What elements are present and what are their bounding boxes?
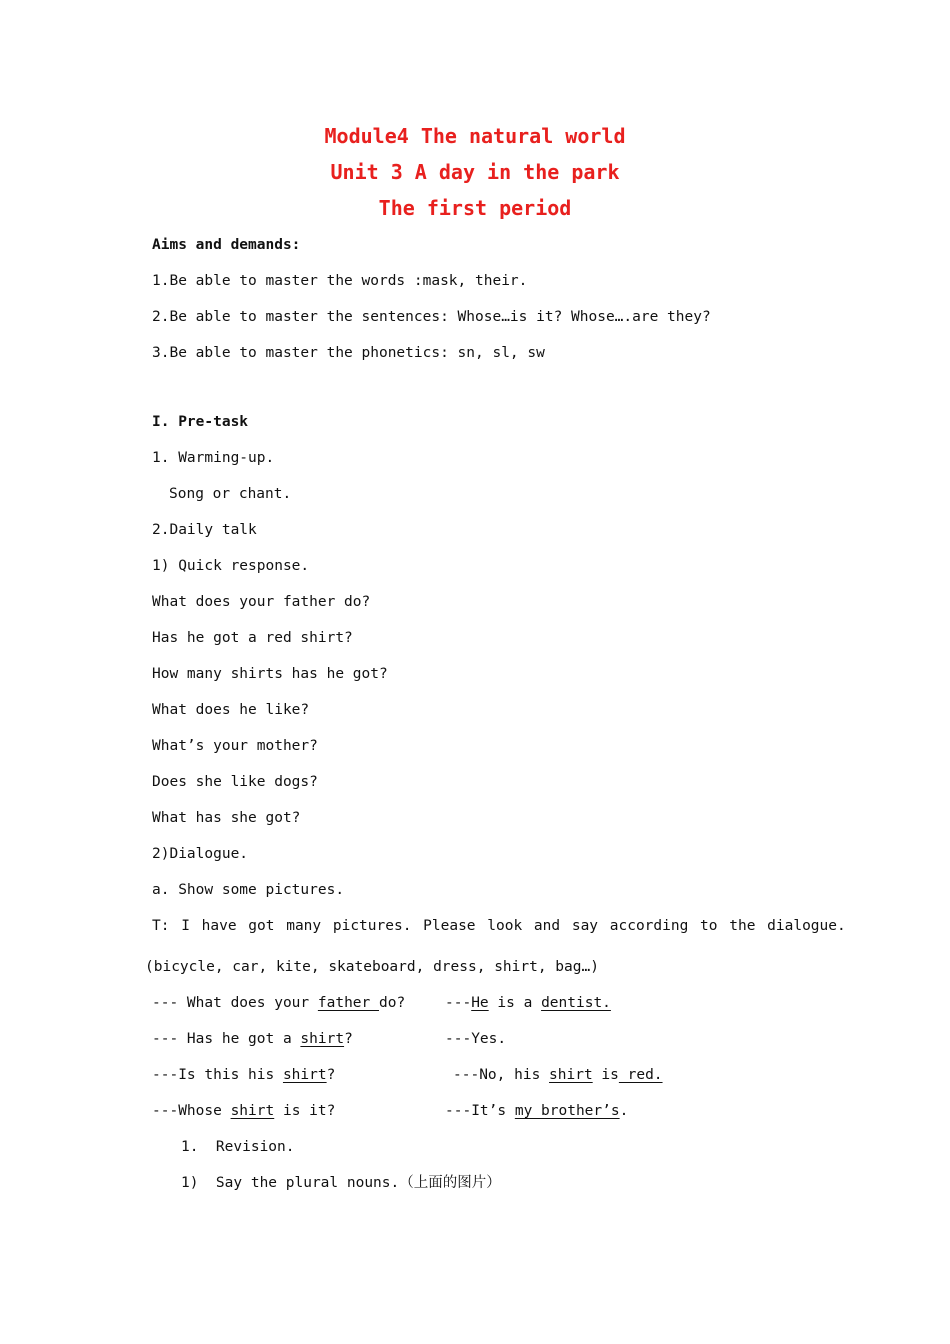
dialogue-row-4-question: ---Whose shirt is it?: [152, 1103, 336, 1119]
dialogue-heading: 2)Dialogue.: [152, 846, 249, 862]
question-7: What has she got?: [152, 810, 301, 826]
aim-item-1: 1.Be able to master the words :mask, their.: [152, 273, 528, 289]
question-5: What’s your mother?: [152, 738, 318, 754]
question-3: How many shirts has he got?: [152, 666, 388, 682]
dialogue-row-4-answer: ---It’s my brother’s.: [445, 1103, 629, 1119]
question-4: What does he like?: [152, 702, 310, 718]
question-6: Does she like dogs?: [152, 774, 318, 790]
dialogue-row-1-answer: ---He is a dentist.: [445, 995, 611, 1011]
dialogue-row-3-question: ---Is this his shirt?: [152, 1067, 336, 1083]
question-2: Has he got a red shirt?: [152, 630, 353, 646]
teacher-instruction: T: I have got many pictures. Please look and say according to the dialogue.: [152, 918, 846, 934]
dialogue-row-2-answer: ---Yes.: [445, 1031, 507, 1047]
aims-heading: Aims and demands:: [152, 237, 301, 253]
dialogue-row-2-question: --- Has he got a shirt?: [152, 1031, 353, 1047]
song-or-chant: Song or chant.: [169, 486, 292, 502]
quick-response: 1) Quick response.: [152, 558, 310, 574]
warming-up: 1. Warming-up.: [152, 450, 275, 466]
revision-item-1: 1) Say the plural nouns.（上面的图片）: [181, 1175, 501, 1191]
pretask-heading: I. Pre-task: [152, 414, 249, 430]
dialogue-row-1-question: --- What does your father do?: [152, 995, 406, 1011]
period-title: The first period: [378, 196, 572, 220]
daily-talk: 2.Daily talk: [152, 522, 257, 538]
unit-title: Unit 3 A day in the park: [330, 160, 620, 184]
aim-item-2: 2.Be able to master the sentences: Whose…is it? Whose….are they?: [152, 309, 711, 325]
revision-heading: 1. Revision.: [181, 1139, 295, 1155]
question-1: What does your father do?: [152, 594, 371, 610]
aim-item-3: 3.Be able to master the phonetics: sn, sl, sw: [152, 345, 545, 361]
module-title: Module4 The natural world: [324, 124, 626, 148]
show-pictures: a. Show some pictures.: [152, 882, 345, 898]
dialogue-row-3-answer: ---No, his shirt is red.: [453, 1067, 663, 1083]
word-list: (bicycle, car, kite, skateboard, dress, shirt, bag…): [145, 959, 599, 975]
